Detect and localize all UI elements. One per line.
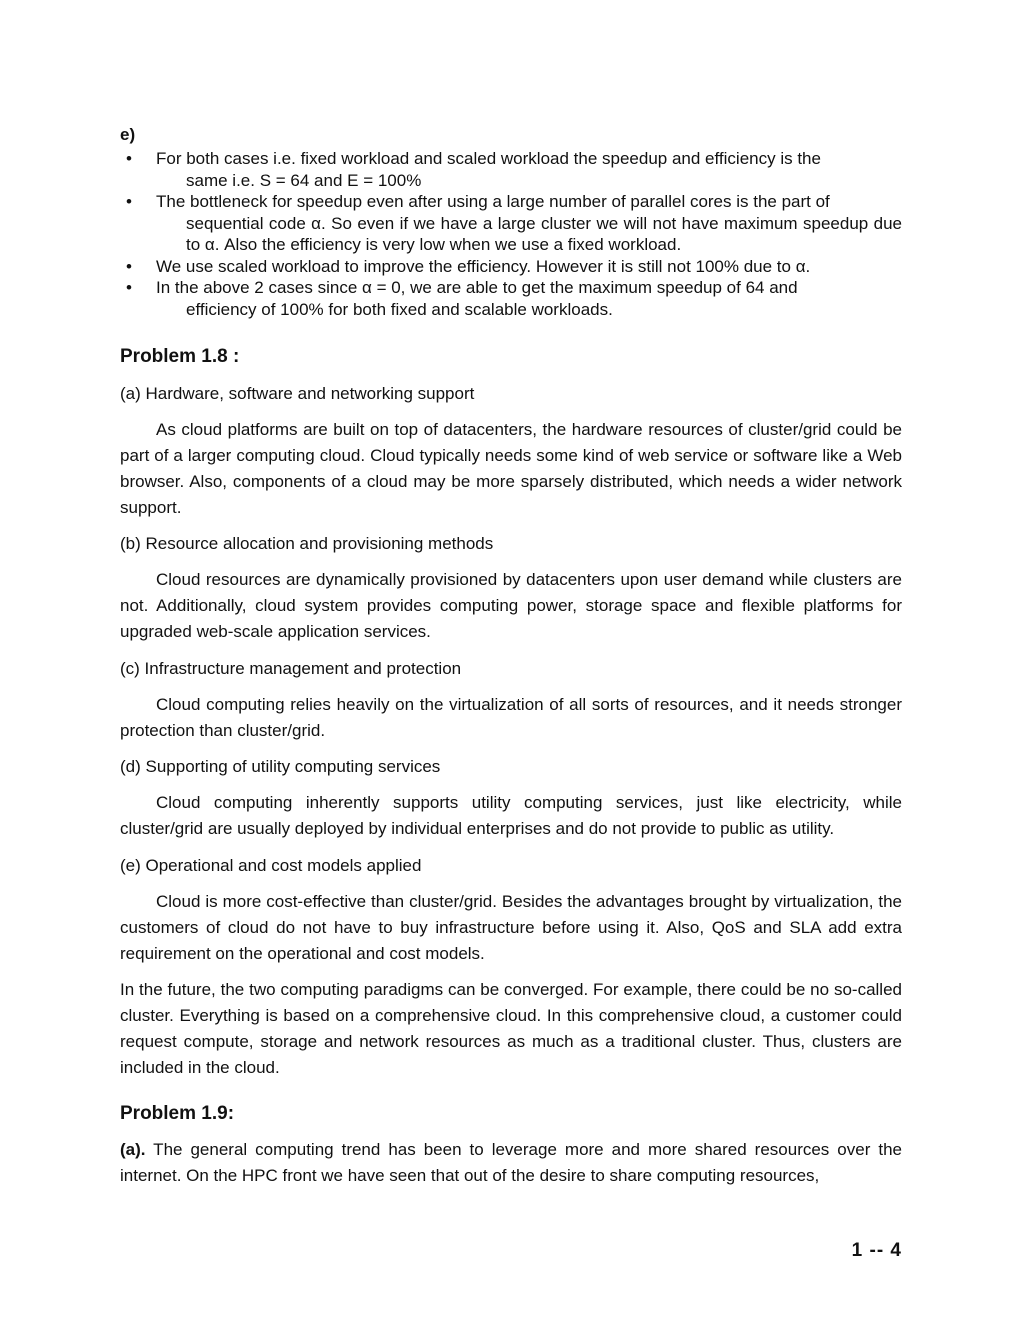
part-d-heading: (d) Supporting of utility computing services: [120, 757, 441, 776]
bullet-text-first: For both cases i.e. fixed workload and scaled workload the speedup and efficiency is the: [156, 149, 821, 168]
bullet-text-rest: efficiency of 100% for both fixed and scalable workloads.: [186, 299, 613, 319]
part-b-body: Cloud resources are dynamically provisioned by datacenters upon user demand while clusters are not. Additionally, cloud system provides computing power, storage space and flexible platforms for upgraded web-scale application services.: [120, 570, 902, 641]
part-a-label: (a).: [120, 1140, 146, 1159]
part-d-body: Cloud computing inherently supports utility computing services, just like electricity, while cluster/grid are usually deployed by individual enterprises and do not provide to public as utility.: [120, 793, 902, 838]
bullet-item: [120, 191, 902, 256]
section-e-label: e): [120, 125, 136, 144]
problem-1-9-part-a: [120, 1137, 902, 1189]
bullet-symbol: •: [126, 192, 132, 211]
problem-1-8-title: Problem 1.8 :: [120, 346, 240, 367]
bullet-text-first: We use scaled workload to improve the efficiency. However it is still not 100% due to α.: [156, 256, 811, 276]
part-c-heading: (c) Infrastructure management and protection: [120, 659, 462, 678]
section-e-bullet-list: [120, 148, 902, 320]
bullet-text-rest: same i.e. S = 64 and E = 100%: [186, 170, 422, 190]
bullet-text-rest: sequential code α. So even if we have a large cluster we will not have maximum speedup due to α. Also the efficiency is very low when we use a fixed workload.: [186, 213, 902, 254]
bullet-text-first: The bottleneck for speedup even after using a large number of parallel cores is the part of: [156, 192, 830, 211]
part-e-heading: (e) Operational and cost models applied: [120, 856, 422, 875]
part-a-body: As cloud platforms are built on top of datacenters, the hardware resources of cluster/grid could be part of a larger computing cloud. Cloud typically needs some kind of web service or software like a Web browser. Also, components of a cloud may be more sparsely distributed, which needs a wider network support.: [120, 420, 902, 517]
part-c-body: Cloud computing relies heavily on the virtualization of all sorts of resources, and it needs stronger protection than cluster/grid.: [120, 695, 902, 740]
bullet-item: [120, 256, 902, 278]
part-b-heading: (b) Resource allocation and provisioning methods: [120, 534, 494, 553]
part-a-text: The general computing trend has been to leverage more and more shared resources over the internet. On the HPC front we have seen that out of the desire to share computing resources,: [120, 1140, 902, 1185]
conclusion-paragraph: In the future, the two computing paradigms can be converged. For example, there could be no so-called cluster. Everything is based on a comprehensive cloud. In this comprehensive cloud, a customer could request compute, storage and network resources as much as a traditional cluster. Thus, clusters are included in the cloud.: [120, 980, 902, 1077]
bullet-symbol: •: [126, 256, 132, 276]
part-e-body: Cloud is more cost-effective than cluster/grid. Besides the advantages brought by virtualization, the customers of cloud do not have to buy infrastructure before using it. Also, QoS and SLA add extra requirement on the operational and cost models.: [120, 892, 902, 963]
bullet-symbol: •: [126, 278, 132, 297]
bullet-text-first: In the above 2 cases since α = 0, we are able to get the maximum speedup of 64 and: [156, 278, 798, 297]
bullet-item: [120, 277, 902, 320]
part-a-heading: (a) Hardware, software and networking support: [120, 384, 475, 403]
bullet-item: [120, 148, 902, 191]
page-number: 1 -- 4: [851, 1240, 902, 1261]
problem-1-9-title: Problem 1.9:: [120, 1103, 235, 1124]
bullet-symbol: •: [126, 149, 132, 168]
